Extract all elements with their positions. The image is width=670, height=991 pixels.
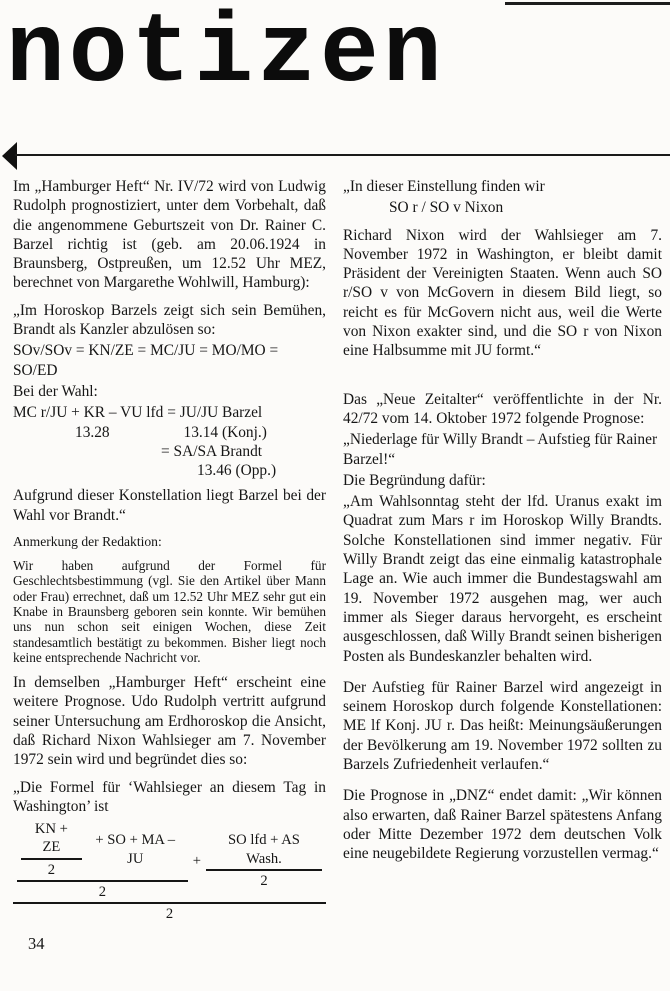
right-denominator: 2 [206, 869, 322, 890]
inner-fraction [21, 820, 82, 879]
paragraph-niederlage: „Niederlage für Willy Brandt – Aufstieg für Rainer Barzel!“ [343, 431, 658, 468]
paragraph-intro: Im „Hamburger Heft“ Nr. IV/72 wird von Ludwig Rudolph prognostiziert, unter dem Vorbehalt, daß die angenommene Geburtszeit von Dr. Rainer C. Barzel richtig ist (geb. am 20.06.1924 in Braunsberg, Ostpreußen, um 12.52 Uhr MEZ, berechnet von Margarethe Wohlwill, Hamburg): [13, 178, 326, 292]
section-gap [343, 369, 662, 390]
mid-numerator-rest: + SO + MA – JU [95, 832, 176, 867]
label-begruendung: Die Begründung dafür: [343, 471, 486, 489]
paragraph-aufgrund: Aufgrund dieser Konstellation liegt Barzel bei der Wahl vor Brandt.“ [13, 487, 326, 524]
left-arrow-icon [2, 142, 17, 170]
wahl-value-1328: 13.28 [75, 423, 110, 441]
wahl-line-1: MC r/JU + KR – VU lfd = JU/JU Barzel [13, 404, 263, 422]
wahl-value-1346: 13.46 (Opp.) [197, 462, 277, 480]
paragraph-neue-zeitalter: Das „Neue Zeitalter“ veröffentlichte in der Nr. 42/72 vom 14. Oktober 1972 folgende Prognose: [343, 390, 662, 427]
paragraph-wahlsonntag: „Am Wahlsonntag steht der lfd. Uranus exakt im Quadrat zum Mars r im Horoskop Willy Brandts. Solche Konstellationen sind immer negativ. Für Willy Brandt zeigt das eine einmalig katastrophale Lage an. Wie auch immer die Bundestagswahl am 19. November 1972 ausgehen mag, wer auch immer als Sieger daraus hervorgeht, es erscheint ausgeschlossen, daß Willy Brandt seinen bisherigen Posten als Bundeskanzler behalten wird. [343, 493, 662, 665]
mid-denominator: 2 [17, 880, 188, 901]
left-column [13, 177, 326, 971]
inner-numerator: KN + ZE [34, 821, 68, 856]
two-column-body [13, 177, 662, 971]
right-fraction [206, 831, 322, 890]
paragraph-die-formel: „Die Formel für ‘Wahlsieger an diesem Tag in Washington’ ist [13, 778, 326, 815]
paragraph-aufstieg-barzel: Der Aufstieg für Rainer Barzel wird angezeigt in seinem Horoskop durch folgende Konstellationen: ME lf Konj. JU r. Das heißt: Meinungsäußerungen der Bevölkerung am 19. November 1972 sollten zu Barzels Zufriedenheit verlaufen.“ [343, 678, 662, 774]
wahl-formula-block [13, 403, 326, 480]
mid-fraction [17, 820, 188, 901]
top-right-rule [505, 2, 670, 5]
paragraph-einstellung: „In dieser Einstellung finden wir [343, 178, 545, 195]
page-title: notizen [6, 0, 446, 110]
formula-so-nixon: SO r / SO v Nixon [389, 199, 504, 217]
wahl-line-2 [13, 423, 326, 442]
wahl-line-3 [13, 442, 326, 461]
header-rule [2, 141, 670, 171]
editor-note-body: Wir haben aufgrund der Formel für Geschlechtsbestimmung (vgl. Sie den Artikel über Mann oder Frau) errechnet, daß um 12.52 Uhr MEZ sehr gut ein Knabe in Braunsberg geboren sein konnte. Wir bemühen uns nun schon seit einigen Wochen, diese Zeit standesamtlich bestätigt zu bekommen. Bisher liegt noch keine entsprechende Nachricht vor. [13, 558, 326, 665]
outer-denominator: 2 [13, 902, 326, 923]
paragraph-dnz-prognose: Die Prognose in „DNZ“ endet damit: „Wir können also erwarten, daß Rainer Barzel spätestens Anfang oder Mitte Dezember 1972 dem deutschen Volk eine neugebildete Regierung vorzustellen vermag.“ [343, 787, 662, 863]
paragraph-horoskop: „Im Horoskop Barzels zeigt sich sein Bemühen, Brandt als Kanzler abzulösen so: [13, 301, 326, 339]
paragraph-weitere-prognose: In demselben „Hamburger Heft“ erscheint eine weitere Prognose. Udo Rudolph vertritt aufgrund seiner Untersuchung am Erdhoroskop die Ansicht, daß Richard Nixon Wahlsieger am 7. November 1972 sein wird und begründet dies so: [13, 674, 326, 769]
paragraph-nixon-wahlsieger: Richard Nixon wird der Wahlsieger am 7. November 1972 in Washington, er bleibt damit Präsident der Vereinigten Staaten. Wenn auch SO r/SO v von McGovern in diesem Bild liegt, so reicht es für McGovern nicht aus, weil die Werte von Nixon exakter sind, und die SO r von Nixon eine Halbsumme mit JU formt.“ [343, 226, 662, 360]
plus-sign: + [192, 852, 201, 869]
editor-note-title: Anmerkung der Redaktion: [13, 534, 162, 550]
formula-sov: SOv/SOv = KN/ZE = MC/JU = MO/MO = SO/ED [13, 342, 279, 379]
wahl-line-4 [13, 461, 326, 480]
right-column [343, 177, 662, 971]
right-numerator: SO lfd + AS Wash. [228, 832, 300, 867]
nested-fraction-formula [13, 820, 326, 923]
wahl-sa-brandt: = SA/SA Brandt [161, 442, 263, 460]
page-number: 34 [28, 934, 45, 953]
outer-fraction [13, 820, 326, 923]
header-rule-line [15, 154, 670, 156]
wahl-value-1314: 13.14 (Konj.) [183, 423, 267, 441]
inner-denominator: 2 [21, 858, 82, 879]
label-bei-der-wahl: Bei der Wahl: [13, 382, 98, 400]
